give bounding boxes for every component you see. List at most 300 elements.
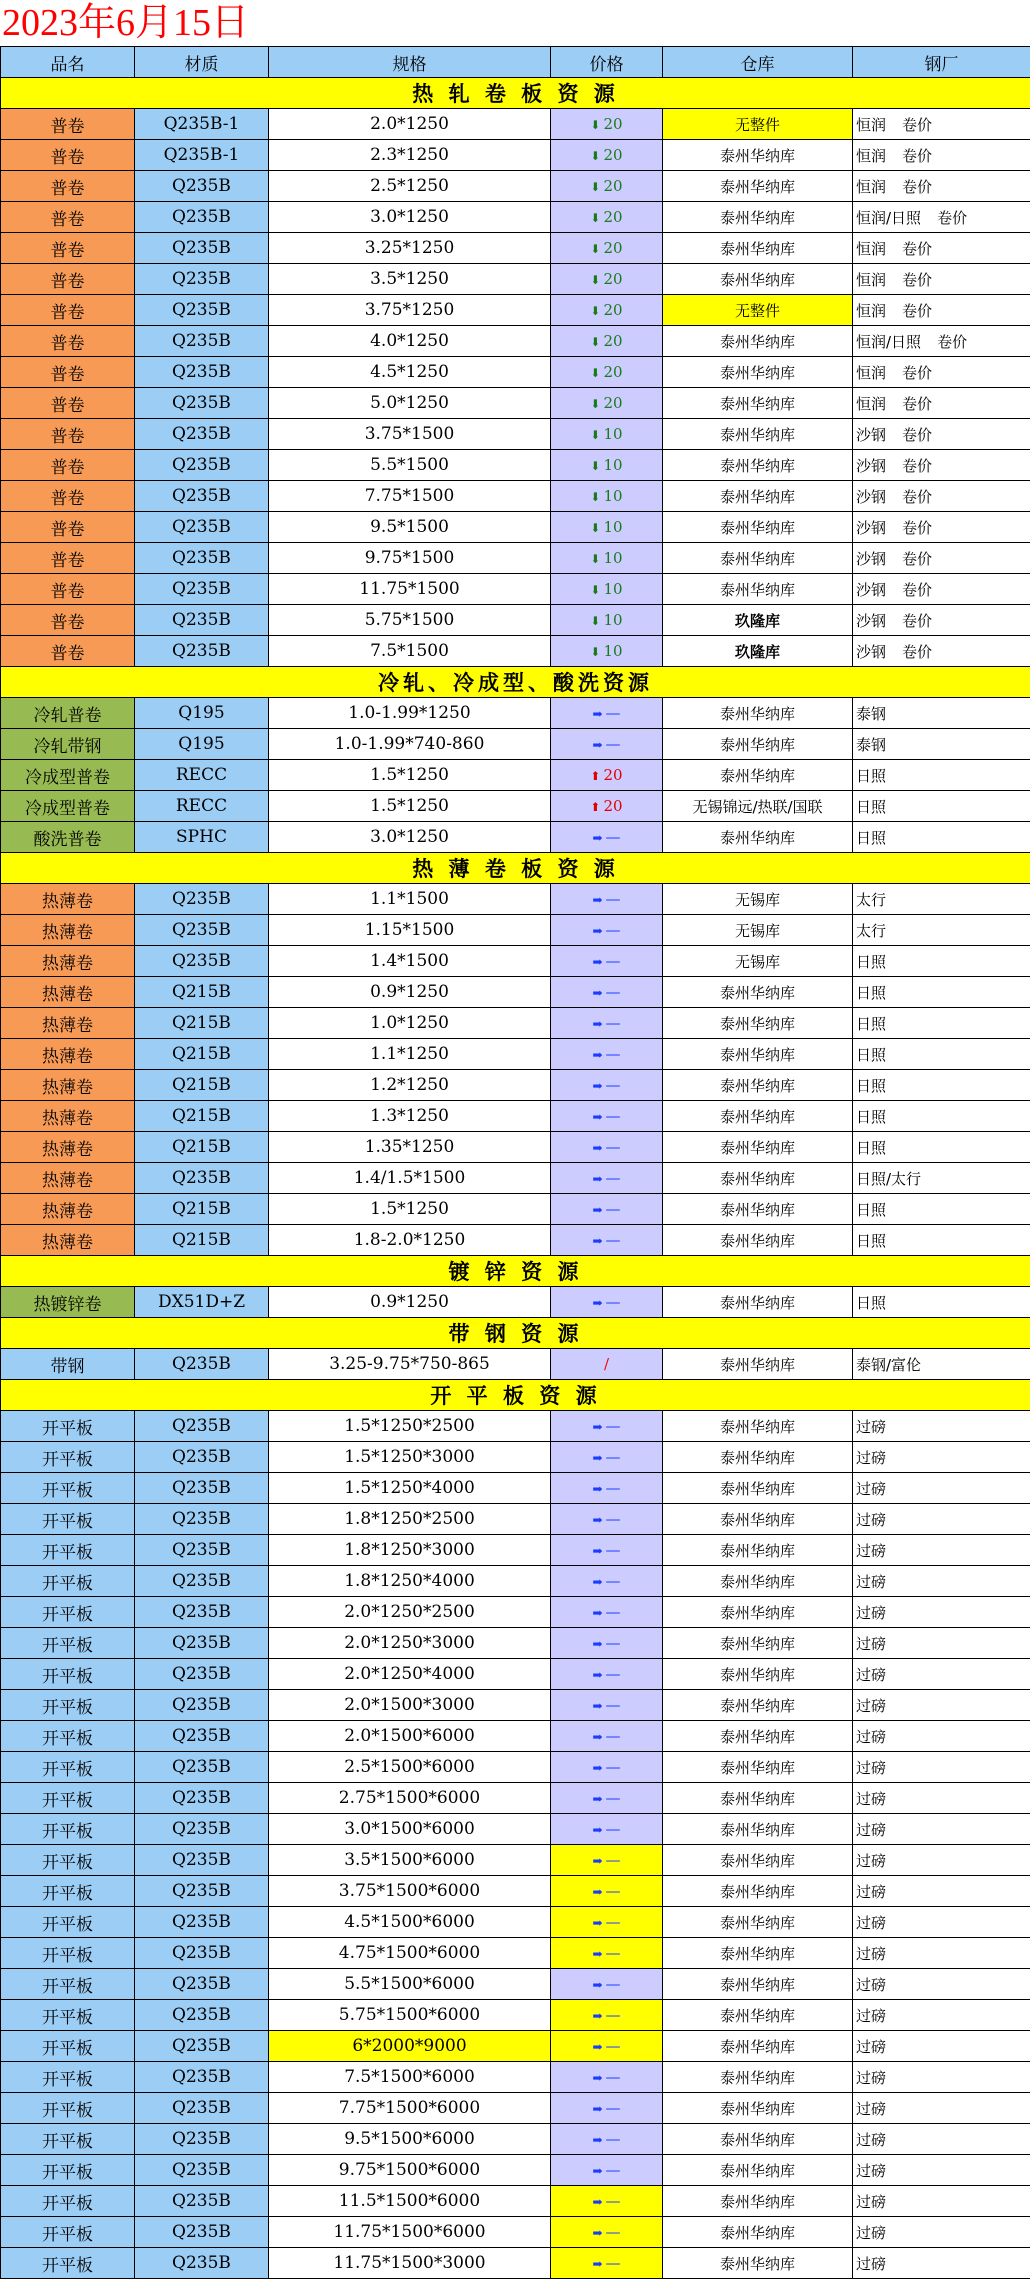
price-value: — bbox=[605, 1851, 621, 1869]
warehouse: 泰州华纳库 bbox=[663, 2155, 853, 2186]
price-value: — bbox=[605, 2223, 621, 2241]
spec: 2.75*1500*6000 bbox=[269, 1783, 551, 1814]
warehouse: 泰州华纳库 bbox=[663, 1566, 853, 1597]
mill-name: 恒润 bbox=[856, 270, 887, 289]
warehouse: 泰州华纳库 bbox=[663, 1473, 853, 1504]
price-value: — bbox=[605, 1665, 621, 1683]
price-cell bbox=[551, 295, 663, 326]
warehouse: 泰州华纳库 bbox=[663, 202, 853, 233]
material: Q235B bbox=[135, 2000, 269, 2031]
product-name: 开平板 bbox=[1, 1814, 135, 1845]
mill-cell bbox=[853, 357, 1030, 388]
product-name: 热薄卷 bbox=[1, 1070, 135, 1101]
price-cell bbox=[551, 1628, 663, 1659]
mill-name: 沙钢 bbox=[856, 642, 887, 661]
arrow-right-icon: ➡ bbox=[592, 1730, 603, 1744]
spec: 3.5*1500*6000 bbox=[269, 1845, 551, 1876]
product-name: 酸洗普卷 bbox=[1, 822, 135, 853]
product-name: 开平板 bbox=[1, 1907, 135, 1938]
material: Q235B bbox=[135, 1473, 269, 1504]
price-value: — bbox=[605, 2099, 621, 2117]
header-price: 价格 bbox=[551, 47, 663, 78]
price-cell bbox=[551, 1504, 663, 1535]
material: Q235B bbox=[135, 1349, 269, 1380]
spec: 1.35*1250 bbox=[269, 1132, 551, 1163]
product-name: 开平板 bbox=[1, 1876, 135, 1907]
price-value: — bbox=[605, 2006, 621, 2024]
spec: 3.0*1500*6000 bbox=[269, 1814, 551, 1845]
price-value: 20 bbox=[603, 270, 623, 288]
price-basis: 卷价 bbox=[902, 270, 933, 289]
price-cell bbox=[551, 1070, 663, 1101]
material: Q235B bbox=[135, 1876, 269, 1907]
price-cell bbox=[551, 1349, 663, 1380]
warehouse: 无锡库 bbox=[663, 915, 853, 946]
spec: 5.75*1500 bbox=[269, 605, 551, 636]
material: Q215B bbox=[135, 1039, 269, 1070]
price-cell bbox=[551, 419, 663, 450]
price-value: 20 bbox=[603, 363, 623, 381]
price-cell bbox=[551, 1287, 663, 1318]
mill-cell bbox=[853, 760, 1030, 791]
price-cell bbox=[551, 946, 663, 977]
table-row bbox=[1, 1132, 1030, 1163]
material: Q235B bbox=[135, 1938, 269, 1969]
warehouse: 泰州华纳库 bbox=[663, 1659, 853, 1690]
material: Q235B-1 bbox=[135, 109, 269, 140]
price-cell bbox=[551, 1566, 663, 1597]
product-name: 热薄卷 bbox=[1, 915, 135, 946]
arrow-right-icon: ➡ bbox=[592, 893, 603, 907]
product-name: 开平板 bbox=[1, 1411, 135, 1442]
mill-name: 过磅 bbox=[856, 1851, 887, 1870]
spec: 1.5*1250 bbox=[269, 760, 551, 791]
price-value: — bbox=[605, 1820, 621, 1838]
table-row bbox=[1, 760, 1030, 791]
mill-name: 日照 bbox=[856, 1293, 887, 1312]
mill-name: 日照 bbox=[856, 1076, 887, 1095]
mill-cell bbox=[853, 1876, 1030, 1907]
arrow-down-icon: ⬇ bbox=[590, 211, 601, 225]
table-row bbox=[1, 202, 1030, 233]
table-row bbox=[1, 2217, 1030, 2248]
spec: 7.75*1500*6000 bbox=[269, 2093, 551, 2124]
mill-cell bbox=[853, 1008, 1030, 1039]
mill-cell bbox=[853, 1690, 1030, 1721]
warehouse: 泰州华纳库 bbox=[663, 1132, 853, 1163]
price-basis: 卷价 bbox=[902, 425, 933, 444]
price-value: 20 bbox=[603, 797, 623, 815]
mill-name: 恒润/日照 bbox=[856, 208, 922, 227]
spec: 2.0*1250 bbox=[269, 109, 551, 140]
spec: 5.5*1500*6000 bbox=[269, 1969, 551, 2000]
warehouse: 泰州华纳库 bbox=[663, 171, 853, 202]
spec: 1.8*1250*4000 bbox=[269, 1566, 551, 1597]
arrow-right-icon: ➡ bbox=[592, 2133, 603, 2147]
price-cell bbox=[551, 1659, 663, 1690]
product-name: 普卷 bbox=[1, 419, 135, 450]
arrow-right-icon: ➡ bbox=[592, 1513, 603, 1527]
material: Q215B bbox=[135, 1194, 269, 1225]
mill-cell bbox=[853, 2093, 1030, 2124]
mill-cell bbox=[853, 1783, 1030, 1814]
arrow-right-icon: ➡ bbox=[592, 1451, 603, 1465]
material: Q235B bbox=[135, 1504, 269, 1535]
spec: 3.25*1250 bbox=[269, 233, 551, 264]
warehouse: 泰州华纳库 bbox=[663, 1504, 853, 1535]
spec: 4.75*1500*6000 bbox=[269, 1938, 551, 1969]
table-row bbox=[1, 543, 1030, 574]
price-value: 20 bbox=[603, 177, 623, 195]
material: Q235B bbox=[135, 481, 269, 512]
mill-name: 恒润 bbox=[856, 363, 887, 382]
arrow-right-icon: ➡ bbox=[592, 1978, 603, 1992]
mill-name: 过磅 bbox=[856, 1975, 887, 1994]
price-cell bbox=[551, 450, 663, 481]
arrow-down-icon: ⬇ bbox=[590, 521, 601, 535]
section-title: 开 平 板 资 源 bbox=[1, 1380, 1030, 1411]
mill-cell bbox=[853, 2217, 1030, 2248]
spec: 9.75*1500*6000 bbox=[269, 2155, 551, 2186]
arrow-right-icon: ➡ bbox=[592, 1017, 603, 1031]
mill-cell bbox=[853, 636, 1030, 667]
material: Q235B-1 bbox=[135, 140, 269, 171]
price-cell bbox=[551, 1690, 663, 1721]
table-row bbox=[1, 1845, 1030, 1876]
price-value: — bbox=[605, 1293, 621, 1311]
product-name: 开平板 bbox=[1, 2093, 135, 2124]
material: Q235B bbox=[135, 1907, 269, 1938]
price-cell bbox=[551, 1721, 663, 1752]
spec: 11.5*1500*6000 bbox=[269, 2186, 551, 2217]
price-cell bbox=[551, 915, 663, 946]
price-value: — bbox=[605, 1417, 621, 1435]
price-cell bbox=[551, 2186, 663, 2217]
arrow-right-icon: ➡ bbox=[592, 1854, 603, 1868]
table-row bbox=[1, 1070, 1030, 1101]
mill-cell bbox=[853, 884, 1030, 915]
product-name: 开平板 bbox=[1, 1628, 135, 1659]
table-row bbox=[1, 388, 1030, 419]
price-cell bbox=[551, 698, 663, 729]
spec: 9.5*1500 bbox=[269, 512, 551, 543]
mill-cell bbox=[853, 1845, 1030, 1876]
table-row bbox=[1, 109, 1030, 140]
arrow-right-icon: ➡ bbox=[592, 1823, 603, 1837]
warehouse: 泰州华纳库 bbox=[663, 388, 853, 419]
price-cell bbox=[551, 2217, 663, 2248]
table-row bbox=[1, 2000, 1030, 2031]
price-cell bbox=[551, 884, 663, 915]
arrow-down-icon: ⬇ bbox=[590, 242, 601, 256]
price-value: — bbox=[605, 1634, 621, 1652]
mill-cell bbox=[853, 2000, 1030, 2031]
warehouse: 泰州华纳库 bbox=[663, 1752, 853, 1783]
mill-cell bbox=[853, 512, 1030, 543]
price-value: — bbox=[605, 1758, 621, 1776]
mill-name: 日照 bbox=[856, 1045, 887, 1064]
mill-cell bbox=[853, 233, 1030, 264]
product-name: 热薄卷 bbox=[1, 1132, 135, 1163]
price-value: 20 bbox=[603, 394, 623, 412]
material: Q235B bbox=[135, 1442, 269, 1473]
product-name: 开平板 bbox=[1, 1969, 135, 2000]
product-name: 热薄卷 bbox=[1, 1225, 135, 1256]
table-row bbox=[1, 1752, 1030, 1783]
material: Q235B bbox=[135, 171, 269, 202]
mill-cell bbox=[853, 450, 1030, 481]
spec: 1.1*1250 bbox=[269, 1039, 551, 1070]
mill-cell bbox=[853, 1473, 1030, 1504]
price-basis: 卷价 bbox=[902, 456, 933, 475]
mill-cell bbox=[853, 791, 1030, 822]
section-title: 冷轧、冷成型、酸洗资源 bbox=[1, 667, 1030, 698]
material: Q235B bbox=[135, 1969, 269, 2000]
arrow-right-icon: ➡ bbox=[592, 2071, 603, 2085]
spec: 1.15*1500 bbox=[269, 915, 551, 946]
material: Q235B bbox=[135, 326, 269, 357]
product-name: 开平板 bbox=[1, 1938, 135, 1969]
price-value: — bbox=[605, 1944, 621, 1962]
warehouse: 泰州华纳库 bbox=[663, 760, 853, 791]
warehouse: 泰州华纳库 bbox=[663, 2124, 853, 2155]
price-basis: 卷价 bbox=[902, 146, 933, 165]
table-row bbox=[1, 636, 1030, 667]
mill-name: 过磅 bbox=[856, 2223, 887, 2242]
price-value: — bbox=[605, 983, 621, 1001]
spec: 6*2000*9000 bbox=[269, 2031, 551, 2062]
arrow-right-icon: ➡ bbox=[592, 2164, 603, 2178]
price-value: 20 bbox=[603, 301, 623, 319]
product-name: 开平板 bbox=[1, 2031, 135, 2062]
warehouse: 泰州华纳库 bbox=[663, 1349, 853, 1380]
mill-cell bbox=[853, 1349, 1030, 1380]
warehouse: 泰州华纳库 bbox=[663, 2093, 853, 2124]
warehouse: 泰州华纳库 bbox=[663, 574, 853, 605]
product-name: 普卷 bbox=[1, 450, 135, 481]
arrow-right-icon: ➡ bbox=[592, 1482, 603, 1496]
mill-name: 过磅 bbox=[856, 1448, 887, 1467]
mill-name: 恒润 bbox=[856, 177, 887, 196]
warehouse: 泰州华纳库 bbox=[663, 450, 853, 481]
mill-cell bbox=[853, 1287, 1030, 1318]
table-row bbox=[1, 1566, 1030, 1597]
table-row bbox=[1, 295, 1030, 326]
price-cell bbox=[551, 760, 663, 791]
price-value: — bbox=[605, 890, 621, 908]
arrow-right-icon: ➡ bbox=[592, 2040, 603, 2054]
price-value: — bbox=[605, 1479, 621, 1497]
arrow-right-icon: ➡ bbox=[592, 955, 603, 969]
arrow-right-icon: ➡ bbox=[592, 2257, 603, 2271]
table-row bbox=[1, 729, 1030, 760]
price-value: — bbox=[605, 1076, 621, 1094]
price-cell bbox=[551, 264, 663, 295]
arrow-right-icon: ➡ bbox=[592, 1885, 603, 1899]
spec: 1.5*1250 bbox=[269, 1194, 551, 1225]
material: Q235B bbox=[135, 1597, 269, 1628]
material: Q235B bbox=[135, 915, 269, 946]
price-cell bbox=[551, 1876, 663, 1907]
mill-name: 过磅 bbox=[856, 1665, 887, 1684]
table-row bbox=[1, 791, 1030, 822]
material: Q235B bbox=[135, 884, 269, 915]
spec: 5.75*1500*6000 bbox=[269, 2000, 551, 2031]
spec: 2.0*1500*3000 bbox=[269, 1690, 551, 1721]
material: Q235B bbox=[135, 450, 269, 481]
arrow-right-icon: ➡ bbox=[592, 2009, 603, 2023]
mill-cell bbox=[853, 2124, 1030, 2155]
spec: 3.25-9.75*750-865 bbox=[269, 1349, 551, 1380]
price-value: 10 bbox=[603, 518, 623, 536]
warehouse: 泰州华纳库 bbox=[663, 1690, 853, 1721]
arrow-right-icon: ➡ bbox=[592, 1637, 603, 1651]
mill-name: 过磅 bbox=[856, 1913, 887, 1932]
mill-cell bbox=[853, 1039, 1030, 1070]
price-basis: 卷价 bbox=[902, 177, 933, 196]
spec: 1.4/1.5*1500 bbox=[269, 1163, 551, 1194]
product-name: 普卷 bbox=[1, 388, 135, 419]
warehouse: 泰州华纳库 bbox=[663, 2031, 853, 2062]
spec: 1.0*1250 bbox=[269, 1008, 551, 1039]
warehouse: 泰州华纳库 bbox=[663, 2217, 853, 2248]
arrow-right-icon: ➡ bbox=[592, 1234, 603, 1248]
price-value: / bbox=[603, 1355, 610, 1373]
product-name: 冷轧普卷 bbox=[1, 698, 135, 729]
spec: 11.75*1500*3000 bbox=[269, 2248, 551, 2279]
header-mill: 钢厂 bbox=[853, 47, 1030, 78]
mill-cell bbox=[853, 1752, 1030, 1783]
arrow-down-icon: ⬇ bbox=[590, 149, 601, 163]
header-material: 材质 bbox=[135, 47, 269, 78]
price-value: — bbox=[605, 1231, 621, 1249]
warehouse: 泰州华纳库 bbox=[663, 1969, 853, 2000]
price-cell bbox=[551, 636, 663, 667]
material: Q235B bbox=[135, 543, 269, 574]
warehouse: 泰州华纳库 bbox=[663, 822, 853, 853]
price-value: — bbox=[605, 2130, 621, 2148]
header-spec: 规格 bbox=[269, 47, 551, 78]
warehouse: 无锡库 bbox=[663, 946, 853, 977]
product-name: 热薄卷 bbox=[1, 1163, 135, 1194]
spec: 1.8*1250*3000 bbox=[269, 1535, 551, 1566]
price-value: 20 bbox=[603, 208, 623, 226]
price-cell bbox=[551, 2248, 663, 2279]
material: Q215B bbox=[135, 1225, 269, 1256]
spec: 3.75*1500 bbox=[269, 419, 551, 450]
price-value: — bbox=[605, 1603, 621, 1621]
price-value: — bbox=[605, 1975, 621, 1993]
mill-name: 沙钢 bbox=[856, 518, 887, 537]
spec: 2.5*1500*6000 bbox=[269, 1752, 551, 1783]
product-name: 热薄卷 bbox=[1, 1194, 135, 1225]
table-row bbox=[1, 419, 1030, 450]
product-name: 普卷 bbox=[1, 481, 135, 512]
table-row bbox=[1, 264, 1030, 295]
price-cell bbox=[551, 1907, 663, 1938]
material: RECC bbox=[135, 791, 269, 822]
price-value: — bbox=[605, 1448, 621, 1466]
mill-cell bbox=[853, 264, 1030, 295]
mill-name: 太行 bbox=[856, 921, 887, 940]
mill-name: 过磅 bbox=[856, 1944, 887, 1963]
table-row bbox=[1, 2093, 1030, 2124]
warehouse: 无锡库 bbox=[663, 884, 853, 915]
price-cell bbox=[551, 481, 663, 512]
spec: 2.0*1250*4000 bbox=[269, 1659, 551, 1690]
mill-cell bbox=[853, 109, 1030, 140]
table-row bbox=[1, 2062, 1030, 2093]
mill-name: 日照 bbox=[856, 1107, 887, 1126]
mill-name: 泰钢 bbox=[856, 704, 887, 723]
product-name: 热薄卷 bbox=[1, 884, 135, 915]
arrow-up-icon: ⬆ bbox=[590, 800, 601, 814]
price-cell bbox=[551, 2062, 663, 2093]
spec: 1.5*1250*4000 bbox=[269, 1473, 551, 1504]
material: Q235B bbox=[135, 295, 269, 326]
mill-name: 过磅 bbox=[856, 1603, 887, 1622]
arrow-down-icon: ⬇ bbox=[590, 583, 601, 597]
price-basis: 卷价 bbox=[937, 332, 968, 351]
price-value: — bbox=[605, 1882, 621, 1900]
price-value: — bbox=[605, 1572, 621, 1590]
mill-name: 沙钢 bbox=[856, 580, 887, 599]
arrow-right-icon: ➡ bbox=[592, 1079, 603, 1093]
table-row bbox=[1, 1473, 1030, 1504]
price-value: — bbox=[605, 828, 621, 846]
price-cell bbox=[551, 1132, 663, 1163]
page-title: 2023年6月15日 bbox=[2, 2, 250, 44]
mill-cell bbox=[853, 1628, 1030, 1659]
price-cell bbox=[551, 605, 663, 636]
spec: 1.5*1250 bbox=[269, 791, 551, 822]
mill-cell bbox=[853, 202, 1030, 233]
warehouse: 泰州华纳库 bbox=[663, 1814, 853, 1845]
mill-cell bbox=[853, 1535, 1030, 1566]
table-row bbox=[1, 1039, 1030, 1070]
price-basis: 卷价 bbox=[902, 642, 933, 661]
price-basis: 卷价 bbox=[902, 611, 933, 630]
table-row bbox=[1, 481, 1030, 512]
product-name: 开平板 bbox=[1, 1721, 135, 1752]
arrow-down-icon: ⬇ bbox=[590, 304, 601, 318]
material: RECC bbox=[135, 760, 269, 791]
table-row bbox=[1, 1721, 1030, 1752]
warehouse: 泰州华纳库 bbox=[663, 1163, 853, 1194]
mill-cell bbox=[853, 574, 1030, 605]
price-value: 10 bbox=[603, 549, 623, 567]
warehouse: 玖隆库 bbox=[663, 636, 853, 667]
mill-cell bbox=[853, 1411, 1030, 1442]
table-row bbox=[1, 2248, 1030, 2279]
mill-name: 日照 bbox=[856, 766, 887, 785]
product-name: 开平板 bbox=[1, 2186, 135, 2217]
arrow-right-icon: ➡ bbox=[592, 1172, 603, 1186]
product-name: 普卷 bbox=[1, 326, 135, 357]
price-value: — bbox=[605, 2068, 621, 2086]
price-value: 10 bbox=[603, 487, 623, 505]
arrow-up-icon: ⬆ bbox=[590, 769, 601, 783]
mill-cell bbox=[853, 295, 1030, 326]
mill-cell bbox=[853, 2248, 1030, 2279]
mill-cell bbox=[853, 1132, 1030, 1163]
material: Q235B bbox=[135, 419, 269, 450]
header-row bbox=[1, 47, 1030, 78]
table-row bbox=[1, 698, 1030, 729]
material: Q235B bbox=[135, 1752, 269, 1783]
mill-name: 日照 bbox=[856, 983, 887, 1002]
mill-name: 过磅 bbox=[856, 2254, 887, 2273]
